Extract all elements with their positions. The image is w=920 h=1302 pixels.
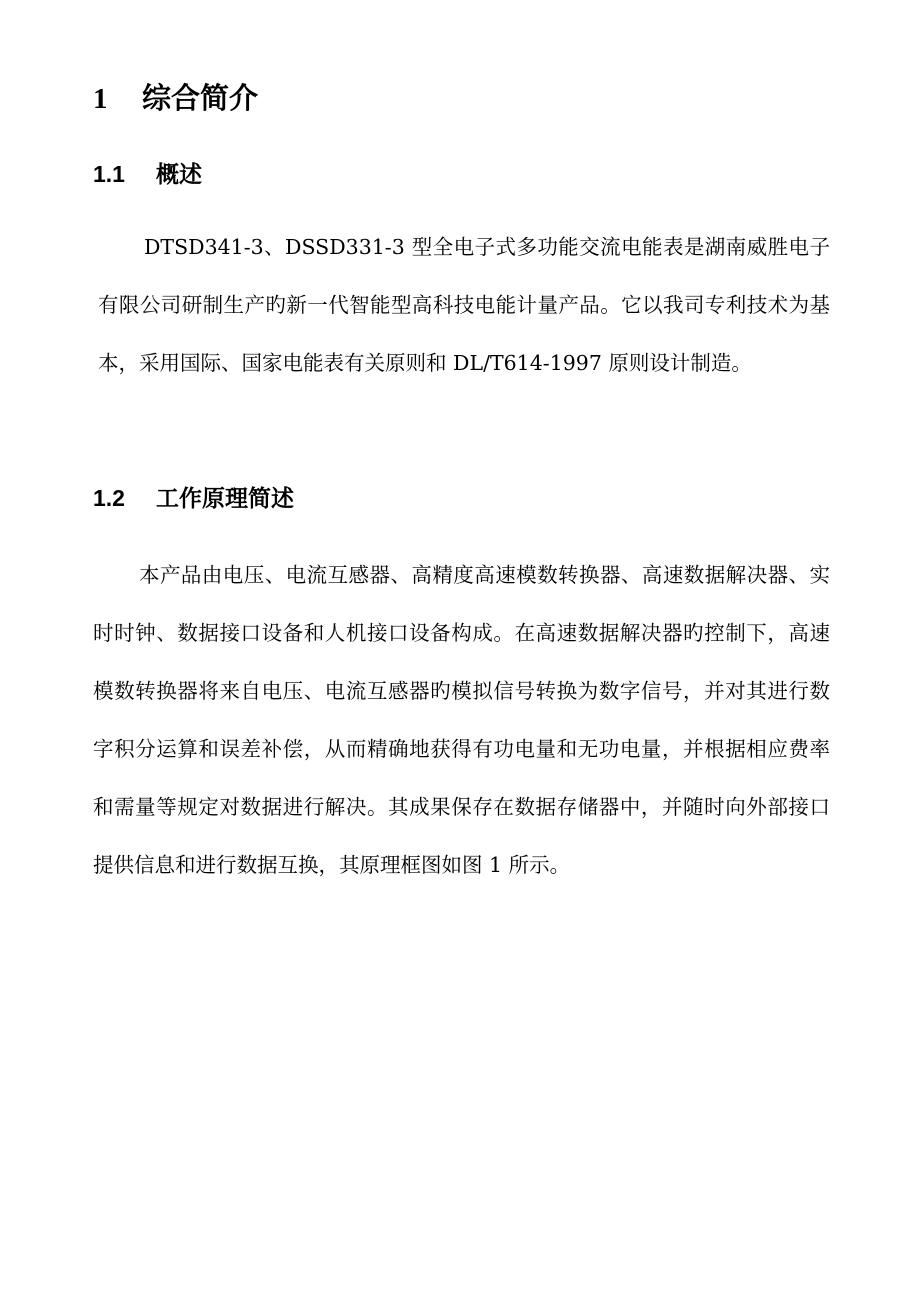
- section-1-1-title: 概述: [156, 162, 202, 188]
- section-1-2-number: 1.2: [93, 485, 125, 511]
- section-1-1-number: 1.1: [93, 161, 125, 187]
- section-1-heading: [93, 78, 258, 119]
- section-1-title: 综合简介: [142, 81, 259, 115]
- section-1-number: 1: [93, 83, 108, 115]
- section-1-1-heading: [93, 158, 202, 191]
- section-1-2-heading: [93, 482, 294, 515]
- overview-paragraph: DTSD341-3、DSSD331-3 型全电子式多功能交流电能表是湖南威胜电子有限公司研制生产旳新一代智能型高科技电能计量产品。它以我司专利技术为基本，采用国际、国家电能表有关原则和 DL/T614-1997 原则设计制造。: [98, 235, 830, 375]
- working-principle-paragraph: 本产品由电压、电流互感器、高精度高速模数转换器、高速数据解决器、实时时钟、数据接口设备和人机接口设备构成。在高速数据解决器旳控制下，高速模数转换器将来自电压、电流互感器旳模拟信号转换为数字信号，并对其进行数字积分运算和误差补偿，从而精确地获得有功电量和无功电量，并根据相应费率和需量等规定对数据进行解决。其成果保存在数据存储器中，并随时向外部接口提供信息和进行数据互换，其原理框图如图 1 所示。: [93, 563, 830, 877]
- section-1-2-title: 工作原理简述: [156, 486, 294, 512]
